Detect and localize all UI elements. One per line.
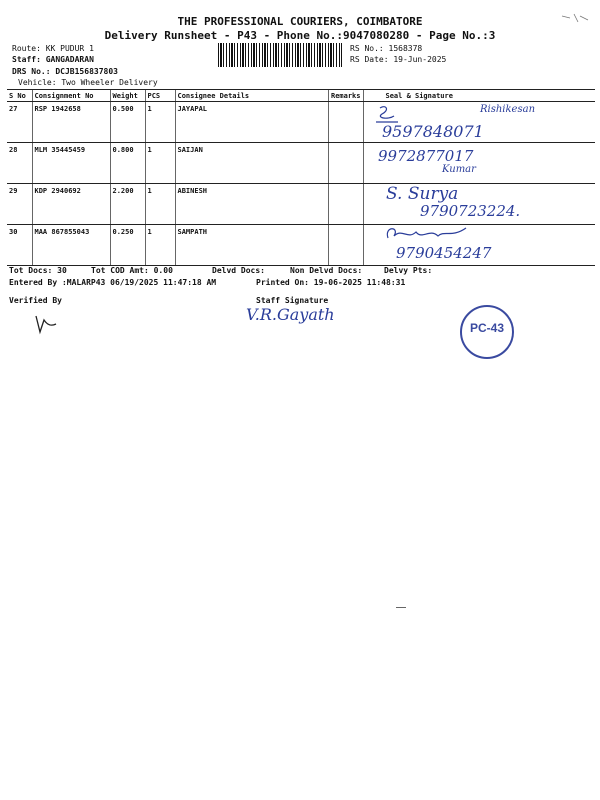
cell-weight: 0.250 (110, 225, 145, 266)
cell-consignee: JAYAPAL (175, 102, 328, 143)
col-remarks: Remarks (328, 90, 363, 102)
printed-on: Printed On: 19-06-2025 11:48:31 (256, 278, 406, 287)
cell-remarks (328, 225, 363, 266)
cell-remarks (328, 143, 363, 184)
delivery-points: Delvy Pts: (384, 266, 433, 275)
cell-consignment: RSP 1942658 (32, 102, 110, 143)
staff-label: Staff: GANGADARAN (12, 55, 94, 64)
cell-pcs: 1 (145, 225, 175, 266)
stamp-text: PC-43 (469, 321, 504, 335)
col-consignment: Consignment No (32, 90, 110, 102)
verified-by-label: Verified By (9, 296, 62, 305)
cell-pcs: 1 (145, 184, 175, 225)
handwritten-phone: 9972877017 (378, 147, 474, 165)
cell-sno: 28 (7, 143, 32, 184)
handwritten-phone: 9597848071 (382, 122, 484, 141)
cell-remarks (328, 102, 363, 143)
runsheet-table (7, 89, 595, 266)
cell-weight: 0.500 (110, 102, 145, 143)
handwritten-name: Kumar (442, 164, 476, 175)
stray-mark (396, 607, 406, 608)
table-header-row (7, 90, 595, 102)
office-stamp (460, 305, 514, 359)
col-sno: S No (7, 90, 32, 102)
verifier-signature (30, 312, 60, 336)
staff-signature-label: Staff Signature (256, 296, 329, 305)
total-cod-amount: Tot COD Amt: 0.00 (91, 266, 173, 275)
cell-weight: 2.200 (110, 184, 145, 225)
cell-consignee: SAMPATH (175, 225, 328, 266)
route-label: Route: KK PUDUR 1 (12, 44, 94, 53)
cell-sno: 29 (7, 184, 32, 225)
cell-weight: 0.800 (110, 143, 145, 184)
entered-by: Entered By :MALARP43 06/19/2025 11:47:18 AM (9, 278, 217, 287)
col-consignee: Consignee Details (175, 90, 328, 102)
cell-consignment: MLM 35445459 (32, 143, 110, 184)
signature-scribble (382, 224, 472, 246)
cell-pcs: 1 (145, 102, 175, 143)
handwritten-phone: 9790454247 (396, 244, 492, 262)
runsheet-title: THE PROFESSIONAL COURIERS, COIMBATORE (177, 15, 423, 28)
non-delivered-docs: Non Delvd Docs: (290, 266, 363, 275)
runsheet-subtitle: Delivery Runsheet - P43 - Phone No.:9047080280 - Page No.:3 (104, 29, 496, 42)
cell-consignee: ABINESH (175, 184, 328, 225)
cell-consignment: MAA 867855043 (32, 225, 110, 266)
handwritten-name: S. Surya (386, 184, 459, 204)
rs-number: RS No.: 1568378 (350, 44, 423, 53)
cell-remarks (328, 184, 363, 225)
barcode (218, 43, 342, 67)
table-row (7, 225, 595, 266)
cell-pcs: 1 (145, 143, 175, 184)
handwritten-phone: 9790723224. (420, 202, 521, 220)
staff-signature-hand: V.R.Gayath (246, 305, 335, 324)
handwritten-name: Rishikesan (480, 104, 536, 115)
cell-sno: 27 (7, 102, 32, 143)
delivered-docs: Delvd Docs: (212, 266, 265, 275)
col-weight: Weight (110, 90, 145, 102)
cell-consignee: SAIJAN (175, 143, 328, 184)
rs-date: RS Date: 19-Jun-2025 (350, 55, 447, 64)
col-signature: Seal & Signature (363, 90, 595, 102)
vehicle-label: Vehicle: Two Wheeler Delivery (18, 78, 158, 87)
col-pcs: PCS (145, 90, 175, 102)
drs-label: DRS No.: DCJB156837803 (12, 67, 118, 76)
cell-sno: 30 (7, 225, 32, 266)
total-docs: Tot Docs: 30 (9, 266, 67, 275)
corner-mark (560, 12, 590, 26)
cell-consignment: KDP 2940692 (32, 184, 110, 225)
table-row (7, 143, 595, 184)
